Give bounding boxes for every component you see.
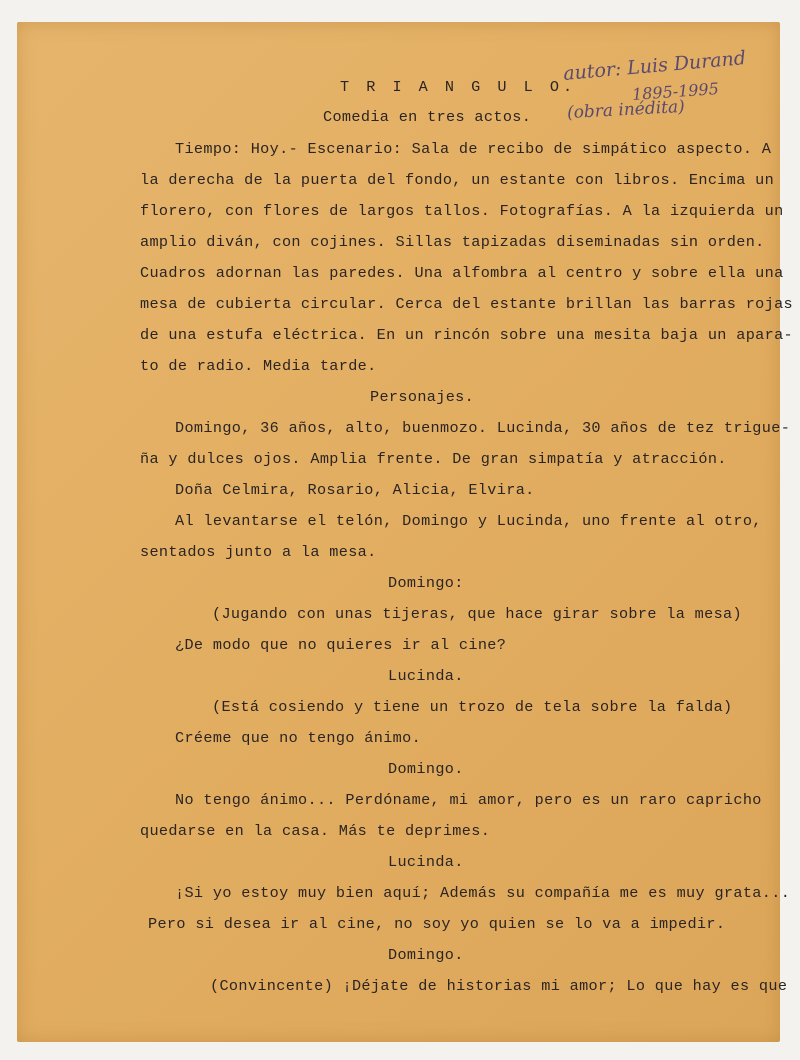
speaker-name: Domingo. xyxy=(388,946,464,964)
body-line: de una estufa eléctrica. En un rincón sobre una mesita baja un apara- xyxy=(140,326,794,344)
body-line: mesa de cubierta circular. Cerca del estante brillan las barras rojas xyxy=(140,295,794,313)
speaker-name: Domingo: xyxy=(388,574,464,592)
handwritten-years-note: 1895-1995 xyxy=(631,78,720,105)
body-line: Al levantarse el telón, Domingo y Lucinda, uno frente al otro, xyxy=(175,512,762,530)
stage-direction: (Está cosiendo y tiene un trozo de tela sobre la falda) xyxy=(212,698,733,716)
body-line: sentados junto a la mesa. xyxy=(140,543,377,561)
speaker-name: Domingo. xyxy=(388,760,464,778)
body-line: Domingo, 36 años, alto, buenmozo. Lucinda, 30 años de tez trigue- xyxy=(175,419,791,437)
handwritten-author-note: autor: Luis Durand xyxy=(562,47,747,85)
speaker-name: Lucinda. xyxy=(388,853,464,871)
dialogue-line: (Convincente) ¡Déjate de historias mi amor; Lo que hay es que xyxy=(210,977,788,995)
dialogue-line: quedarse en la casa. Más te deprimes. xyxy=(140,822,491,840)
body-line: ña y dulces ojos. Amplia frente. De gran simpatía y atracción. xyxy=(140,450,727,468)
body-line: amplio diván, con cojines. Sillas tapizadas diseminadas sin orden. xyxy=(140,233,765,251)
speaker-name: Lucinda. xyxy=(388,667,464,685)
dialogue-line: ¿De modo que no quieres ir al cine? xyxy=(175,636,507,654)
body-line: to de radio. Media tarde. xyxy=(140,357,377,375)
dialogue-line: ¡Si yo estoy muy bien aquí; Además su compañía me es muy grata... xyxy=(175,884,791,902)
body-line: Cuadros adornan las paredes. Una alfombra al centro y sobre ella una xyxy=(140,264,784,282)
document-title: T R I A N G U L O. xyxy=(340,78,577,96)
dialogue-line: No tengo ánimo... Perdóname, mi amor, pero es un raro capricho xyxy=(175,791,762,809)
body-line: Doña Celmira, Rosario, Alicia, Elvira. xyxy=(175,481,535,499)
dialogue-line: Créeme que no tengo ánimo. xyxy=(175,729,422,747)
dialogue-line: Pero si desea ir al cine, no soy yo quien se lo va a impedir. xyxy=(148,915,726,933)
body-line: florero, con flores de largos tallos. Fotografías. A la izquierda un xyxy=(140,202,784,220)
handwritten-status-note: (obra inédita) xyxy=(566,96,686,124)
document-subtitle: Comedia en tres actos. xyxy=(323,108,532,126)
section-heading: Personajes. xyxy=(370,388,475,406)
stage-direction: (Jugando con unas tijeras, que hace girar sobre la mesa) xyxy=(212,605,742,623)
body-line: la derecha de la puerta del fondo, un estante con libros. Encima un xyxy=(140,171,775,189)
body-line: Tiempo: Hoy.- Escenario: Sala de recibo de simpático aspecto. A xyxy=(175,140,772,158)
